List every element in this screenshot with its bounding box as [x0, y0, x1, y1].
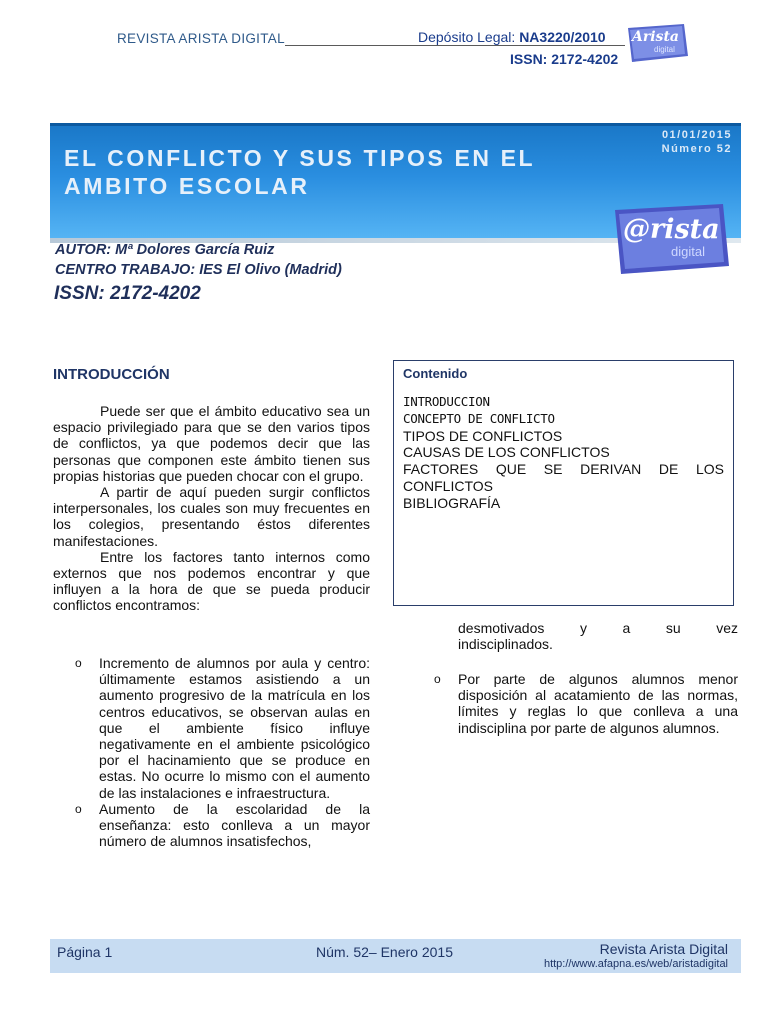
intro-paragraph: Entre los factores tanto internos como externos que nos podemos encontrar y que influyen a la hora de que se pueda producir conflictos encontramos: — [53, 548, 370, 614]
logo-small-sub: digital — [654, 45, 675, 54]
continued-line: indisciplinados. — [458, 636, 553, 653]
contents-box — [393, 360, 734, 606]
intro-body — [53, 403, 370, 614]
factors-list — [53, 655, 370, 849]
intro-paragraph: Puede ser que el ámbito educativo sea un espacio privilegiado para que se den varios tipos de conflictos, ya que podemos decir que las personas que componen este ámbito tienen sus propias historias que pueden chocar con el grupo. — [53, 403, 370, 484]
list-item-text: Aumento de la escolaridad de la enseñanza: esto conlleva a un mayor número de alumnos insatisfechos, — [99, 800, 370, 850]
legal-deposit — [418, 29, 606, 45]
contents-heading: Contenido — [403, 366, 468, 381]
header-issn: ISSN: 2172-4202 — [510, 51, 619, 67]
bullet-mark: o — [434, 672, 441, 686]
footer-magazine: Revista Arista Digital — [599, 941, 728, 957]
issue-date: 01/01/2015 — [661, 129, 732, 141]
list-item-text: Incremento de alumnos por aula y centro: últimamente estamos asistiendo a un aumento progresivo de la matrícula en los centros educativos, se observan aulas en que el ambiente físico influye negativamente en el ambiente psicológico por el hacinamiento que se produce en estas. No ocurre lo mismo con el aumento de las instalaciones e infraestructura. — [99, 655, 370, 801]
article-issn: ISSN: 2172-4202 — [54, 283, 201, 304]
list-item-text: Por parte de algunos alumnos menor disposición al acatamiento de las normas, límites y reglas lo que conlleva a una indisciplina por parte de algunos alumnos. — [458, 671, 738, 736]
contents-item[interactable]: INTRODUCCION — [403, 394, 490, 409]
intro-paragraph: A partir de aquí pueden surgir conflictos interpersonales, los cuales son muy frecuentes en los colegios, presentando éstos diferentes manifestaciones. — [53, 484, 370, 549]
arista-logo — [605, 200, 735, 280]
bullet-mark: o — [75, 656, 82, 670]
workplace-line: CENTRO TRABAJO: IES El Olivo (Madrid) — [55, 262, 342, 278]
logo-sub: digital — [671, 244, 705, 259]
issue-number: Número 52 — [661, 143, 732, 155]
factors-list-continued — [412, 671, 738, 736]
footer-url-link[interactable]: http://www.afapna.es/web/aristadigital — [543, 958, 728, 970]
list-item — [53, 801, 370, 850]
list-item — [412, 671, 738, 736]
contents-item[interactable]: FACTORES QUE SE DERIVAN DE LOS CONFLICTOS — [403, 461, 724, 494]
legal-deposit-label: Depósito Legal: — [418, 29, 520, 45]
header-rule — [285, 45, 625, 46]
arista-logo-small — [622, 22, 692, 64]
footer-issue: Núm. 52– Enero 2015 — [316, 944, 453, 960]
contents-item[interactable]: CAUSAS DE LOS CONFLICTOS — [403, 444, 610, 461]
continued-line: desmotivados y a su vez — [458, 620, 738, 636]
footer-page-number: Página 1 — [57, 944, 113, 960]
article-title: EL CONFLICTO Y SUS TIPOS EN EL AMBITO ESCOLAR — [64, 145, 535, 199]
continued-text — [458, 620, 738, 652]
list-item — [53, 655, 370, 801]
logo-small-text: Arista — [632, 29, 679, 45]
bullet-mark: o — [75, 801, 82, 816]
intro-heading: INTRODUCCIÓN — [53, 366, 170, 383]
legal-deposit-value: NA3220/2010 — [519, 29, 606, 45]
logo-text: @rista — [623, 214, 720, 245]
contents-item[interactable]: BIBLIOGRAFÍA — [403, 494, 501, 511]
author-line: AUTOR: Mª Dolores García Ruiz — [55, 242, 275, 258]
magazine-name: REVISTA ARISTA DIGITAL — [117, 31, 285, 46]
contents-item[interactable]: CONCEPTO DE CONFLICTO — [403, 410, 555, 426]
contents-item[interactable]: TIPOS DE CONFLICTOS — [403, 427, 563, 444]
